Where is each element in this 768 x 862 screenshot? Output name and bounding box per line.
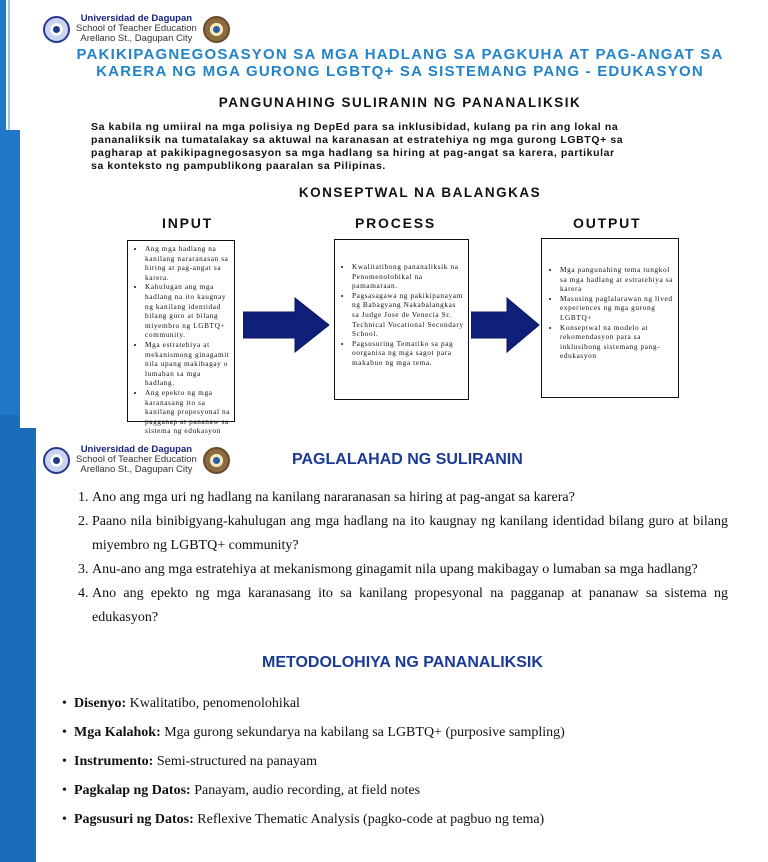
methodology-item [62,718,742,747]
question-item [78,558,728,582]
question-number: 2. [78,514,89,529]
question-number: 3. [78,562,89,577]
university-block [76,14,197,44]
methodology-label: Pagkalap ng Datos: [74,783,191,798]
methodology-item [62,776,742,805]
problem-line: Sa kabila ng umiiral na mga polisiya ng DepEd para sa inklusibidad, kulang pa rin ang lokal na [91,121,619,133]
methodology-list [62,689,742,834]
input-item: • Ang mga hadlang na kanilang nararanasan sa hiring at pag-angat sa karera. [145,244,232,282]
school-address: Arellano St., Dagupan City [80,33,193,44]
methodology-label: Disenyo: [74,696,127,711]
question-number: 4. [78,586,89,601]
question-text: Paano nila binibigyang-kahulugan ang mga hadlang na ito kaugnay ng kanilang identidad bilang guro at bilang miyembro ng LGBTQ+ community? [92,514,728,553]
school-name: School of Teacher Education [76,23,197,34]
university-name: Universidad de Dagupan [80,444,193,455]
methodology-heading: METODOLOHIYA NG PANANALIKSIK [262,654,543,671]
question-number: 1. [78,490,89,505]
methodology-label: Instrumento: [74,754,154,769]
framework-heading: KONSEPTWAL NA BALANGKAS [298,185,542,200]
process-box [334,239,469,400]
decor-bar-side-lower [0,415,36,862]
input-item: • Kahulugan ang mga hadlang na ito kaugnay ng kanilang identidad bilang guro at bilang miyembro ng LGBTQ+ community. [145,282,232,340]
question-item [78,486,728,510]
methodology-value: Panayam, audio recording, at field notes [194,783,421,798]
problem-line: pagharap at pakikipagnegosasyon sa mga hadlang sa hiring at pag-angat sa karera, partikular [91,147,615,159]
methodology-value: Semi-structured na panayam [156,754,318,769]
methodology-item [62,805,742,834]
input-box [127,240,235,436]
school-name: School of Teacher Education [76,454,197,465]
university-seal-icon [43,447,70,474]
output-box [541,238,679,398]
school-seal-icon [203,447,230,474]
poster-title-line: PAKIKIPAGNEGOSASYON SA MGA HADLANG SA PAGKUHA AT PAG-ANGAT SA [76,46,724,63]
university-block [76,445,197,475]
problem-paragraph [91,121,711,173]
question-text: Ano ang mga uri ng hadlang na kanilang nararanasan sa hiring at pag-angat sa karera? [92,490,575,505]
problem-heading: PANGUNAHING SULIRANIN NG PANANALIKSIK [218,95,582,110]
university-seal-icon [43,16,70,43]
problem-line: pananaliksik na tumatalakay sa aktuwal na karanasan at estratehiya ng mga gurong LGBTQ+ sa [91,134,624,146]
output-heading: OUTPUT [573,215,642,231]
process-item: • Pagsusuring Tematiko sa pag oorganisa ng mga sagot para makabuo ng mga tema. [352,339,464,368]
problem-line: sa konteksto ng pampublikong paaralan sa Pilipinas. [91,160,386,172]
header-logo-row-2 [43,445,230,475]
methodology-value: Mga gurong sekundarya na kabilang sa LGBTQ+ (purposive sampling) [164,725,565,740]
university-name: Universidad de Dagupan [80,13,193,24]
methodology-item [62,689,742,718]
input-heading: INPUT [162,215,213,231]
statement-heading: PAGLALAHAD NG SULIRANIN [292,451,523,468]
methodology-label: Mga Kalahok: [74,725,161,740]
methodology-value: Reflexive Thematic Analysis (pagko-code at pagbuo ng tema) [197,812,545,827]
question-text: Anu-ano ang mga estratehiya at mekanismong ginagamit nila upang makibagay o lumaban sa mga hadlang? [92,562,698,577]
question-item [78,582,728,630]
methodology-label: Pagsusuri ng Datos: [74,812,194,827]
methodology-value: Kwalitatibo, penomenolohikal [129,696,300,711]
methodology-item [62,747,742,776]
arrow-right-icon [243,296,331,354]
input-item: • Mga estratehiya at mekanismong ginagamit nila upang makibagay o lumaban sa mga hadlang. [145,340,232,388]
question-text: Ano ang epekto ng mga karanasang ito sa kanilang propesyonal na pagganap at pananaw sa sistema ng edukasyon? [92,586,728,625]
school-seal-icon [203,16,230,43]
decor-bar-top [0,0,6,130]
process-item: • Kwalitatibong pananaliksik na Penomenolohikal na pamamaraan. [352,262,464,291]
decor-bar-thin [8,0,10,130]
question-item [78,510,728,558]
output-item: • Masusing paglalarawan ng lived experiences ng mga gurong LGBTQ+ [560,294,673,323]
process-heading: PROCESS [355,215,437,231]
output-item: • Konseptwal na modelo at rekomendasyon para sa inklusibong sistemang pang-edukasyon [560,323,673,361]
output-item: • Mga pangunahing tema tungkol sa mga hadlang at estratehiya sa karera [560,265,673,294]
poster-title-line: KARERA NG MGA GURONG LGBTQ+ SA SISTEMANG PANG - EDUKASYON [96,63,704,80]
input-item: • Ang epekto ng mga karanasang ito sa kanilang propesyonal na pagganap at pananaw sa sistema ng edukasyon [145,388,232,436]
process-item: • Pagsasagawa ng pakikipanayam ng Babagyang Nakabalangkas sa Judge Jose de Venecia Sr. Technical Vocational Secondary School. [352,291,464,339]
arrow-right-icon [471,296,541,354]
header-logo-row [43,14,230,44]
question-list [78,486,728,630]
school-address: Arellano St., Dagupan City [80,464,193,475]
poster-title [40,46,760,80]
